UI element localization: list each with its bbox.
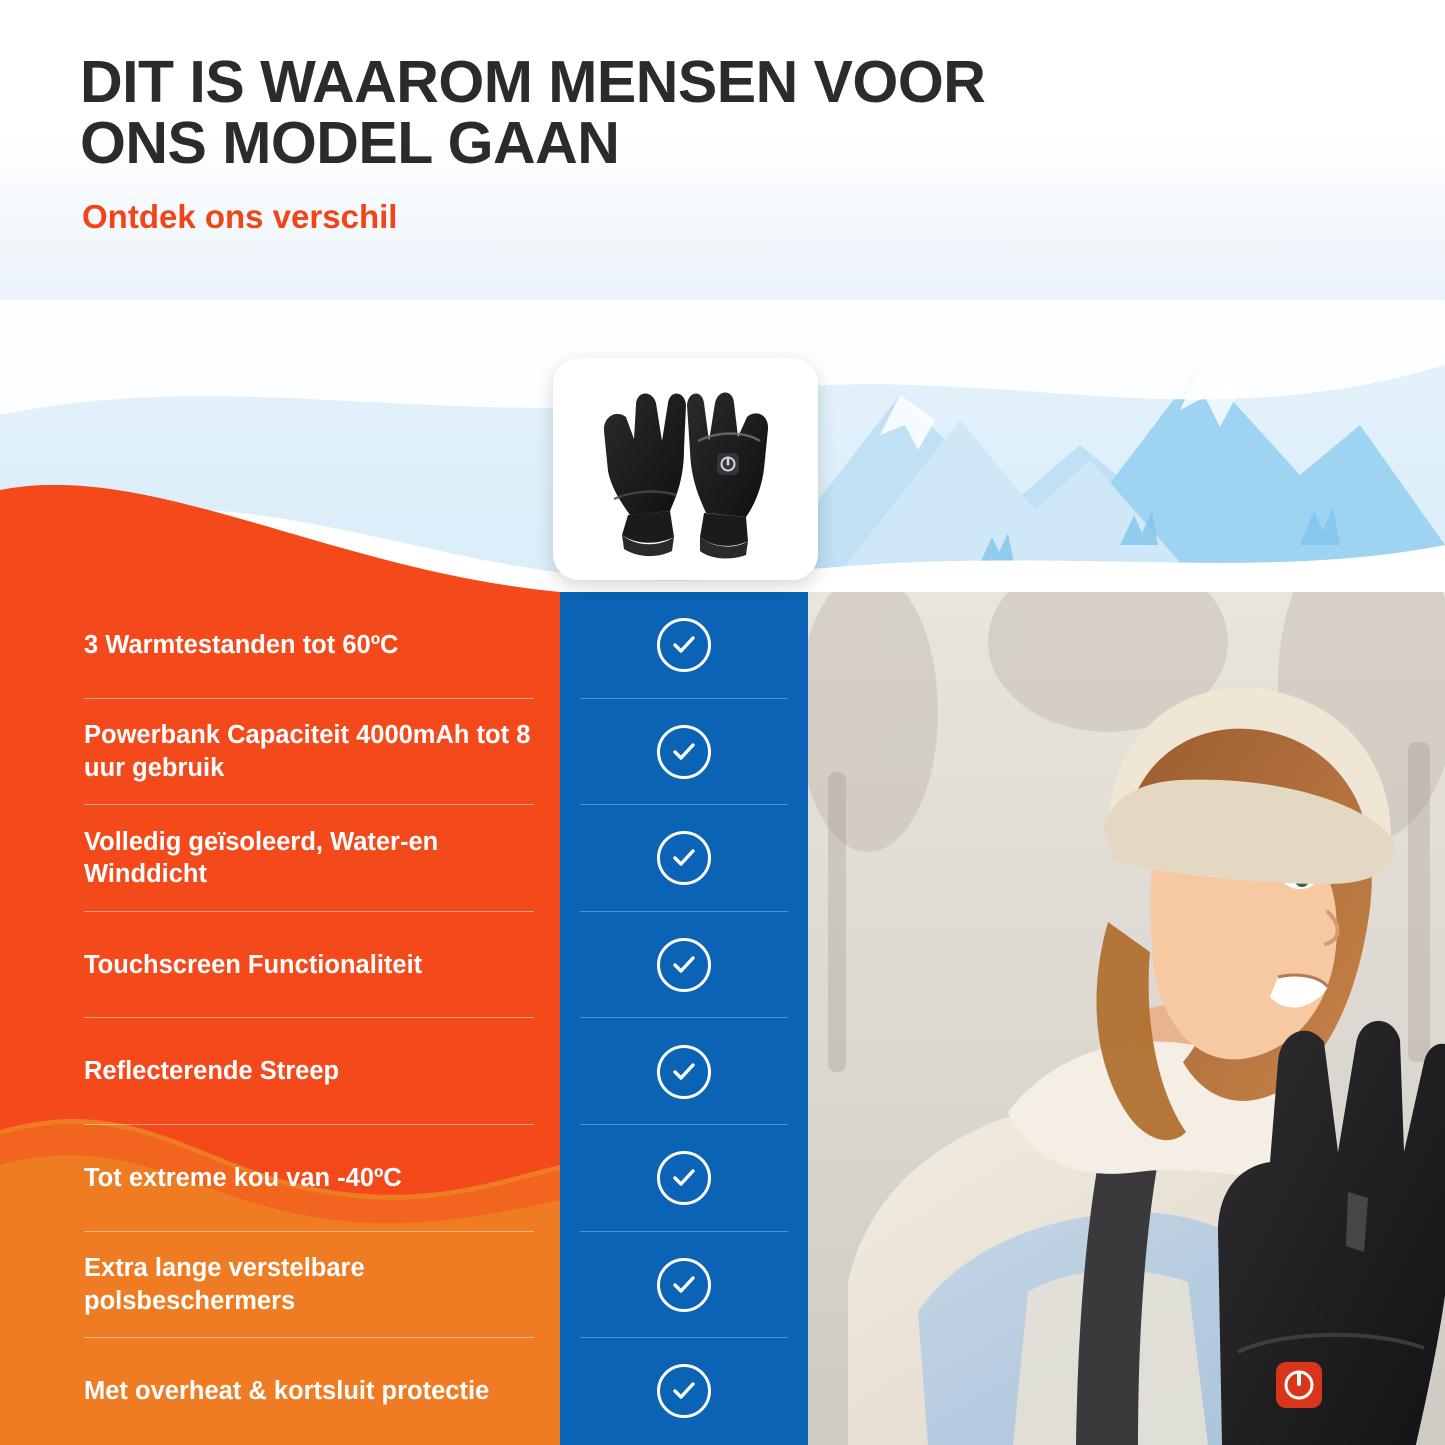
feature-check: [560, 725, 808, 779]
feature-label: Volledig geïsoleerd, Water-en Winddicht: [84, 827, 439, 889]
feature-label: Reflecterende Streep: [84, 1057, 340, 1086]
check-icon: [657, 831, 711, 885]
feature-check: [560, 618, 808, 672]
feature-label: 3 Warmtestanden tot 60ºC: [84, 630, 399, 659]
check-icon: [657, 618, 711, 672]
feature-list: [0, 592, 808, 1445]
feature-row: [0, 1232, 808, 1339]
product-card[interactable]: [553, 358, 818, 580]
lifestyle-photo: [808, 592, 1445, 1445]
check-icon: [657, 1151, 711, 1205]
check-icon: [657, 938, 711, 992]
check-icon: [657, 725, 711, 779]
gloves-icon: [578, 379, 793, 559]
feature-check: [560, 938, 808, 992]
feature-check: [560, 1258, 808, 1312]
feature-row: [0, 1338, 808, 1445]
feature-row: [0, 912, 808, 1019]
feature-row: [0, 699, 808, 806]
feature-label: Tot extreme kou van -40ºC: [84, 1163, 402, 1192]
feature-row: [0, 1018, 808, 1125]
header: [0, 0, 1445, 300]
check-icon: [657, 1258, 711, 1312]
check-icon: [657, 1045, 711, 1099]
feature-label: Touchscreen Functionaliteit: [84, 950, 423, 979]
check-icon: [657, 1364, 711, 1418]
feature-row: [0, 805, 808, 912]
feature-row: [0, 592, 808, 699]
feature-check: [560, 1045, 808, 1099]
page-title: DIT IS WAAROM MENSEN VOOR ONS MODEL GAAN: [80, 49, 986, 177]
feature-label: Extra lange verstelbare polsbeschermers: [84, 1254, 365, 1315]
feature-row: [0, 1125, 808, 1232]
feature-label: Met overheat & kortsluit protectie: [84, 1377, 490, 1406]
feature-check: [560, 1151, 808, 1205]
page-subtitle: Ontdek ons verschil: [82, 198, 398, 235]
feature-check: [560, 1364, 808, 1418]
feature-check: [560, 831, 808, 885]
feature-label: Powerbank Capaciteit 4000mAh tot 8 uur gebruik: [84, 721, 531, 782]
